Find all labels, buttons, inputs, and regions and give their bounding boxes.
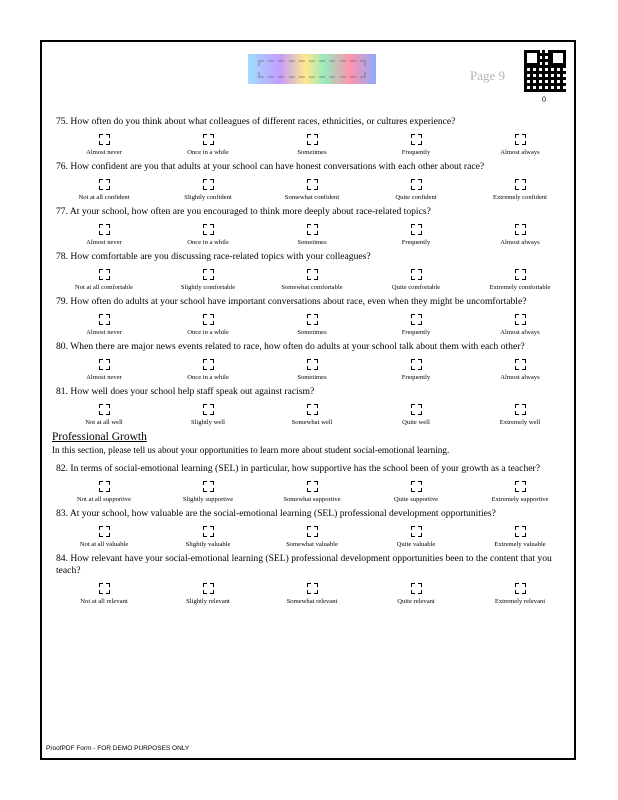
option-checkbox[interactable] — [203, 314, 214, 325]
answer-option[interactable] — [260, 224, 364, 246]
option-checkbox[interactable] — [515, 224, 526, 235]
option-label: Almost always — [500, 149, 540, 156]
answer-option[interactable] — [52, 179, 156, 201]
option-label: Almost always — [500, 239, 540, 246]
answer-option[interactable] — [156, 224, 260, 246]
answer-option[interactable] — [260, 404, 364, 426]
question-text: 84. How relevant have your social-emotional learning (SEL) professional development opportunities been to the content that you teach? — [56, 553, 552, 576]
answer-option[interactable] — [364, 583, 468, 605]
footer-note: ProofPDF Form - FOR DEMO PURPOSES ONLY — [46, 745, 190, 752]
answer-option[interactable] — [156, 359, 260, 381]
option-label: Extremely confident — [492, 194, 547, 201]
option-checkbox[interactable] — [515, 404, 526, 415]
answer-option[interactable] — [52, 359, 156, 381]
option-checkbox[interactable] — [515, 359, 526, 370]
option-label: Once in a while — [187, 239, 229, 246]
option-checkbox[interactable] — [99, 583, 110, 594]
answer-option[interactable] — [156, 179, 260, 201]
answer-option[interactable] — [156, 526, 260, 548]
option-label: Quite confident — [395, 194, 437, 201]
answer-option[interactable] — [52, 314, 156, 336]
survey-question — [52, 296, 572, 336]
option-label: Quite relevant — [397, 598, 435, 605]
option-checkbox[interactable] — [203, 269, 214, 280]
option-checkbox[interactable] — [203, 359, 214, 370]
question-text: 83. At your school, how valuable are the social-emotional learning (SEL) professional development opportunities? — [56, 508, 496, 519]
answer-option[interactable] — [468, 269, 572, 291]
answer-option[interactable] — [156, 314, 260, 336]
answer-options — [52, 269, 572, 291]
option-label: Somewhat relevant — [286, 598, 338, 605]
option-checkbox[interactable] — [99, 134, 110, 145]
option-checkbox[interactable] — [203, 134, 214, 145]
option-checkbox[interactable] — [203, 481, 214, 492]
question-text: 81. How well does your school help staff speak out against racism? — [56, 386, 315, 397]
option-checkbox[interactable] — [203, 583, 214, 594]
option-label: Quite comfortable — [391, 284, 441, 291]
option-label: Once in a while — [187, 374, 229, 381]
answer-options — [52, 481, 572, 503]
answer-option[interactable] — [364, 224, 468, 246]
answer-option[interactable] — [364, 359, 468, 381]
option-checkbox[interactable] — [99, 526, 110, 537]
answer-option[interactable] — [468, 526, 572, 548]
survey-question — [52, 508, 572, 548]
answer-options — [52, 359, 572, 381]
question-text: 79. How often do adults at your school have important conversations about race, even when they might be uncomfortable? — [56, 296, 527, 307]
option-label: Frequently — [401, 374, 431, 381]
answer-options — [52, 314, 572, 336]
option-checkbox[interactable] — [99, 314, 110, 325]
option-label: Quite well — [402, 419, 430, 426]
answer-options — [52, 179, 572, 201]
option-label: Almost never — [86, 239, 122, 246]
answer-option[interactable] — [156, 269, 260, 291]
survey-question — [52, 386, 572, 426]
answer-options — [52, 224, 572, 246]
option-label: Almost never — [86, 374, 122, 381]
answer-option[interactable] — [468, 314, 572, 336]
question-text: 77. At your school, how often are you encouraged to think more deeply about race-related topics? — [56, 206, 431, 217]
option-label: Somewhat confident — [284, 194, 340, 201]
option-label: Not at all supportive — [76, 496, 132, 503]
option-label: Almost never — [86, 149, 122, 156]
answer-option[interactable] — [468, 224, 572, 246]
option-label: Extremely well — [499, 419, 541, 426]
qr-caption: 0 — [542, 95, 546, 104]
answer-option[interactable] — [364, 526, 468, 548]
option-label: Not at all valuable — [79, 541, 129, 548]
option-label: Once in a while — [187, 149, 229, 156]
qr-code-image — [524, 50, 566, 92]
survey-question — [52, 341, 572, 381]
option-label: Sometimes — [297, 374, 327, 381]
question-text: 75. How often do you think about what colleagues of different races, ethnicities, or cultures experience? — [56, 116, 456, 127]
answer-option[interactable] — [260, 134, 364, 156]
question-text: 80. When there are major news events related to race, how often do adults at your school talk about them with each other? — [56, 341, 525, 352]
answer-option[interactable] — [468, 481, 572, 503]
survey-question — [52, 553, 572, 605]
option-checkbox[interactable] — [99, 359, 110, 370]
option-checkbox[interactable] — [307, 314, 318, 325]
option-checkbox[interactable] — [307, 224, 318, 235]
answer-option[interactable] — [52, 526, 156, 548]
page-number: Page 9 — [470, 68, 506, 83]
option-label: Extremely comfortable — [489, 284, 551, 291]
option-checkbox[interactable] — [307, 404, 318, 415]
option-label: Slightly relevant — [186, 598, 230, 605]
option-checkbox[interactable] — [307, 481, 318, 492]
answer-option[interactable] — [156, 404, 260, 426]
option-checkbox[interactable] — [411, 314, 422, 325]
option-checkbox[interactable] — [411, 404, 422, 415]
option-checkbox[interactable] — [307, 526, 318, 537]
answer-option[interactable] — [468, 583, 572, 605]
section-title: Professional Growth — [52, 431, 147, 443]
option-checkbox[interactable] — [411, 481, 422, 492]
option-label: Frequently — [401, 239, 431, 246]
option-checkbox[interactable] — [411, 134, 422, 145]
option-checkbox[interactable] — [515, 134, 526, 145]
answer-option[interactable] — [364, 481, 468, 503]
answer-option[interactable] — [260, 359, 364, 381]
answer-option[interactable] — [156, 583, 260, 605]
section-intro: In this section, please tell us about your opportunities to learn more about student social-emotional learning. — [52, 445, 450, 455]
option-label: Slightly well — [191, 419, 225, 426]
survey-question — [52, 251, 572, 291]
answer-option[interactable] — [52, 134, 156, 156]
option-checkbox[interactable] — [307, 179, 318, 190]
option-label: Almost always — [500, 329, 540, 336]
answer-option[interactable] — [260, 526, 364, 548]
option-checkbox[interactable] — [515, 314, 526, 325]
answer-option[interactable] — [468, 404, 572, 426]
answer-option[interactable] — [364, 314, 468, 336]
answer-option[interactable] — [260, 314, 364, 336]
answer-option[interactable] — [364, 269, 468, 291]
answer-option[interactable] — [468, 359, 572, 381]
answer-option[interactable] — [260, 583, 364, 605]
option-label: Sometimes — [297, 149, 327, 156]
option-label: Somewhat supportive — [283, 496, 341, 503]
option-checkbox[interactable] — [99, 269, 110, 280]
answer-option[interactable] — [156, 481, 260, 503]
answer-options — [52, 404, 572, 426]
answer-option[interactable] — [364, 179, 468, 201]
answer-option[interactable] — [260, 179, 364, 201]
answer-option[interactable] — [364, 404, 468, 426]
answer-option[interactable] — [52, 583, 156, 605]
answer-option[interactable] — [52, 404, 156, 426]
option-label: Slightly valuable — [185, 541, 231, 548]
survey-page — [40, 40, 576, 760]
option-label: Not at all confident — [78, 194, 130, 201]
option-checkbox[interactable] — [307, 134, 318, 145]
option-label: Sometimes — [297, 329, 327, 336]
option-label: Almost never — [86, 329, 122, 336]
option-label: Frequently — [401, 329, 431, 336]
option-checkbox[interactable] — [411, 526, 422, 537]
option-label: Not at all comfortable — [74, 284, 134, 291]
option-label: Somewhat valuable — [286, 541, 338, 548]
option-label: Quite supportive — [393, 496, 439, 503]
option-label: Almost always — [500, 374, 540, 381]
questions-group-1 — [52, 116, 572, 426]
option-label: Slightly comfortable — [180, 284, 236, 291]
option-label: Sometimes — [297, 239, 327, 246]
survey-question — [52, 463, 572, 503]
option-checkbox[interactable] — [411, 179, 422, 190]
answer-option[interactable] — [364, 134, 468, 156]
option-checkbox[interactable] — [99, 481, 110, 492]
answer-option[interactable] — [52, 269, 156, 291]
answer-options — [52, 134, 572, 156]
option-label: Once in a while — [187, 329, 229, 336]
answer-option[interactable] — [260, 481, 364, 503]
option-label: Extremely relevant — [494, 598, 546, 605]
option-checkbox[interactable] — [203, 526, 214, 537]
option-checkbox[interactable] — [411, 359, 422, 370]
answer-options — [52, 526, 572, 548]
answer-option[interactable] — [468, 179, 572, 201]
option-label: Extremely supportive — [491, 496, 549, 503]
option-checkbox[interactable] — [307, 359, 318, 370]
option-label: Extremely valuable — [494, 541, 546, 548]
option-checkbox[interactable] — [99, 179, 110, 190]
answer-options — [52, 583, 572, 605]
option-checkbox[interactable] — [203, 404, 214, 415]
option-checkbox[interactable] — [307, 269, 318, 280]
option-checkbox[interactable] — [203, 179, 214, 190]
option-checkbox[interactable] — [307, 583, 318, 594]
option-checkbox[interactable] — [203, 224, 214, 235]
option-checkbox[interactable] — [515, 179, 526, 190]
option-label: Somewhat well — [291, 419, 333, 426]
option-checkbox[interactable] — [515, 481, 526, 492]
question-text: 76. How confident are you that adults at your school can have honest conversations with each other about race? — [56, 161, 485, 172]
survey-question — [52, 206, 572, 246]
option-label: Slightly confident — [184, 194, 232, 201]
option-checkbox[interactable] — [515, 583, 526, 594]
option-checkbox[interactable] — [515, 526, 526, 537]
questions-group-2 — [52, 463, 572, 605]
answer-option[interactable] — [468, 134, 572, 156]
option-checkbox[interactable] — [411, 583, 422, 594]
answer-option[interactable] — [156, 134, 260, 156]
option-checkbox[interactable] — [411, 269, 422, 280]
option-checkbox[interactable] — [99, 224, 110, 235]
option-label: Quite valuable — [396, 541, 436, 548]
survey-question — [52, 161, 572, 201]
logo-image — [248, 54, 376, 84]
option-checkbox[interactable] — [99, 404, 110, 415]
answer-option[interactable] — [52, 224, 156, 246]
question-text: 78. How comfortable are you discussing race-related topics with your colleagues? — [56, 251, 371, 262]
option-label: Somewhat comfortable — [281, 284, 343, 291]
option-label: Frequently — [401, 149, 431, 156]
option-label: Not at all relevant — [80, 598, 128, 605]
question-text: 82. In terms of social-emotional learning (SEL) in particular, how supportive has the school been of your growth as a teacher? — [56, 463, 540, 474]
option-label: Slightly supportive — [182, 496, 234, 503]
option-label: Not at all well — [85, 419, 123, 426]
option-checkbox[interactable] — [411, 224, 422, 235]
survey-content — [52, 116, 572, 610]
answer-option[interactable] — [260, 269, 364, 291]
option-checkbox[interactable] — [515, 269, 526, 280]
survey-question — [52, 116, 572, 156]
answer-option[interactable] — [52, 481, 156, 503]
